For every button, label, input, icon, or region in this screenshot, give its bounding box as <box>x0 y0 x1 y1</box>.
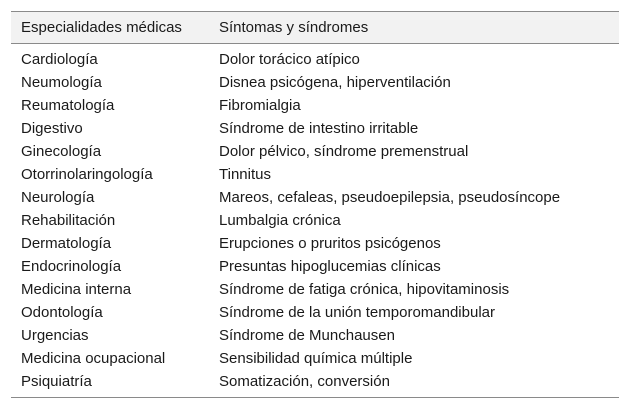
table-row <box>11 44 619 72</box>
table-row <box>11 370 619 398</box>
table-row <box>11 255 619 278</box>
table-body <box>11 44 619 398</box>
symptoms-cell: Síndrome de fatiga crónica, hipovitaminosis <box>219 281 510 298</box>
symptoms-cell: Disnea psicógena, hiperventilación <box>219 74 451 91</box>
specialty-cell: Otorrinolaringología <box>21 166 153 183</box>
specialty-cell: Odontología <box>21 304 103 321</box>
specialty-cell: Digestivo <box>21 120 83 137</box>
symptoms-cell: Lumbalgia crónica <box>219 212 341 229</box>
specialty-cell: Dermatología <box>21 235 112 252</box>
table-row <box>11 324 619 347</box>
specialty-cell: Medicina ocupacional <box>21 350 166 367</box>
table-container <box>11 11 619 398</box>
table-row <box>11 301 619 324</box>
table-row <box>11 186 619 209</box>
specialty-cell: Endocrinología <box>21 258 122 275</box>
table-row <box>11 117 619 140</box>
specialty-cell: Cardiología <box>21 51 98 68</box>
table-row <box>11 140 619 163</box>
specialties-table <box>11 11 619 398</box>
table-row <box>11 278 619 301</box>
symptoms-cell: Erupciones o pruritos psicógenos <box>219 235 441 252</box>
specialty-cell: Medicina interna <box>21 281 132 298</box>
symptoms-cell: Dolor torácico atípico <box>219 51 360 68</box>
symptoms-cell: Presuntas hipoglucemias clínicas <box>219 258 441 275</box>
header-row <box>11 12 619 44</box>
specialty-cell: Neumología <box>21 74 102 91</box>
symptoms-cell: Sensibilidad química múltiple <box>219 350 413 367</box>
symptoms-cell: Dolor pélvico, síndrome premenstrual <box>219 143 469 160</box>
table-row <box>11 232 619 255</box>
table-row <box>11 94 619 117</box>
table-row <box>11 71 619 94</box>
table-row <box>11 347 619 370</box>
symptoms-cell: Mareos, cefaleas, pseudoepilepsia, pseudosíncope <box>219 189 561 206</box>
symptoms-cell: Somatización, conversión <box>209 370 619 398</box>
specialty-cell: Psiquiatría <box>11 370 209 398</box>
specialty-cell: Urgencias <box>21 327 89 344</box>
symptoms-cell: Síndrome de la unión temporomandibular <box>219 304 495 321</box>
symptoms-cell: Síndrome de intestino irritable <box>219 120 419 137</box>
table-header <box>11 12 619 44</box>
specialty-cell: Reumatología <box>21 97 115 114</box>
header-specialty: Especialidades médicas <box>11 12 209 44</box>
specialty-cell: Rehabilitación <box>21 212 116 229</box>
header-symptoms: Síntomas y síndromes <box>209 12 619 44</box>
table-row <box>11 209 619 232</box>
symptoms-cell: Fibromialgia <box>219 97 301 114</box>
table-row <box>11 163 619 186</box>
specialty-cell: Neurología <box>21 189 95 206</box>
symptoms-cell: Tinnitus <box>219 166 271 183</box>
symptoms-cell: Síndrome de Munchausen <box>219 327 395 344</box>
specialty-cell: Ginecología <box>21 143 102 160</box>
